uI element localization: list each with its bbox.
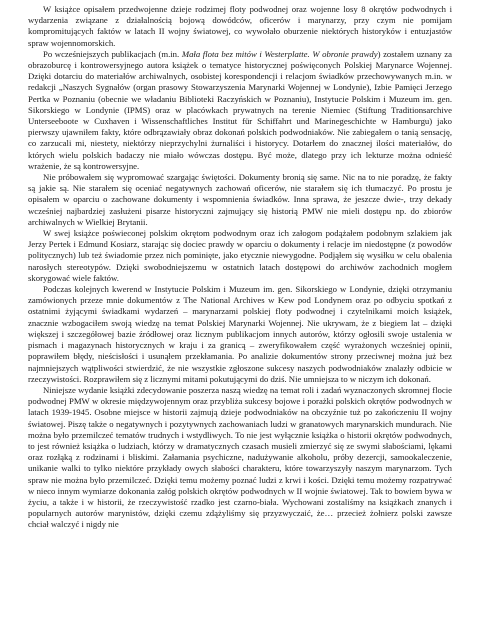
book-titles: Mała flota bez mitów i Westerplatte. W obronie prawdy <box>181 48 378 59</box>
paragraph-4: W swej książce poświeconej polskim okrętom podwodnym oraz ich załogom podążałem podobnym szlakiem jak Jerzy Pertek i Edmund Kosiarz, starając się dociec prawdy w oparciu o dokumenty i relacje im niedostępne (z powodów politycznych) lub też świadomie przez nich pominięte, jako etycznie niewygodne. Podjąłem się wysiłku w celu obalenia narosłych stereotypów. Dzięki swobodniejszemu w ostatnich latach dostępowi do archiwów zachodnich mogłem skorygować wiele faktów. <box>28 228 452 283</box>
paragraph-1: W książce opisałem przedwojenne dzieje rodzimej floty podwodnej oraz wojenne losy 8 okrętów podwodnych i wydarzenia związane z działalnością bojową dowódców, oficerów i marynarzy, przy czym nie pomijam kompromitujących faktów w latach II wojny światowej, co wywołało oburzenie niektórych historyków i entuzjastów spraw wojennomorskich. <box>28 4 452 48</box>
paragraph-6: Niniejsze wydanie książki zdecydowanie poszerza naszą wiedzę na temat roli i zadań wyznaczonych skromnej flocie podwodnej PMW w okresie międzywojennym oraz przybliża sukcesy bojowe i porażki polskich okrętów podwodnych w latach 1939-1945. Osobne miejsce w historii zajmują dzieje podwodniaków na obczyźnie tuż po zakończeniu II wojny światowej. Piszę także o negatywnych i pozytywnych zachowaniach ludzi w granatowych marynarskich mundurach. Nie można było przemilczeć tematów trudnych i wstydliwych. To nie jest wyłącznie książka o historii okrętów podwodnych, to jest również książka o ludziach, którzy w dramatycznych czasach musieli zmierzyć się ze swymi słabościami, lękami oraz rozłąką z rodzinami i bliskimi. Załamania psychiczne, nadużywanie alkoholu, próby dezercji, samookaleczenie, unikanie walki to tylko niektóre przykłady owych słabości charakteru, które towarzyszyły naszym marynarzom. Tych spraw nie można było przemilczeć. Dzięki temu możemy poznać ludzi z krwi i kości. Dzięki temu możemy rozpatrywać w nieco innym wymiarze dokonania załóg polskich okrętów podwodnych w II wojnie światowej. Tak to bowiem bywa w życiu, a także i w historii, że rzeczywistość rzadko jest czarno-biała. Wychowani zostaliśmy na książkach znanych i popularnych autorów marynistów, dzięki czemu zdążyliśmy się przyzwyczaić, że… przecież żołnierz polski zawsze chciał walczyć i nigdy nie <box>28 384 452 530</box>
paragraph-2 <box>28 49 452 172</box>
paragraph-3: Nie próbowałem się wypromować szargając świętości. Dokumenty bronią się same. Nic na to nie poradzę, że fakty są jakie są. Nie starałem się oceniać negatywnych zachowań oficerów, nie starałem się ich tłumaczyć. Po prostu je opisałem w oparciu o zachowane dokumenty i wspomnienia świadków. Inna sprawa, że jeszcze dwie-, trzy dekady wcześniej najbardziej zasłużeni pisarze historyczni zajmujący się historią PMW nie mieli dostępu np. do zbiorów archiwalnych w Wielkiej Brytanii. <box>28 172 452 227</box>
paragraph-5: Podczas kolejnych kwerend w Instytucie Polskim i Muzeum im. gen. Sikorskiego w Londynie, dzięki otrzymaniu zamówionych przeze mnie dokumentów z The National Archives w Kew pod Londynem oraz po odbyciu spotkań z ostatnimi żyjącymi świadkami wydarzeń – marynarzami polskiej floty podwodnej i czytelnikami moich książek, znacznie wzbogaciłem swoją wiedzę na temat Polskiej Marynarki Wojennej. Nie ukrywam, że z biegiem lat – dzięki większej i szczegółowej bazie źródłowej oraz licznym publikacjom innych autorów, którzy ogłosili swoje ustalenia w pismach i magazynach historycznych w kraju i za granicą – zweryfikowałem część wyrażonych wcześniej opinii, poprawiłem błędy, nieścisłości i usunąłem przekłamania. Po analizie dokumentów strony przeciwnej można już bez najmniejszych wątpliwości stwierdzić, że nie wszystkie zgłoszone sukcesy naszych podwodniaków znalazły odbicie w rzeczywistości. Rozprawiłem się z licznymi mitami pokutującymi do dziś. Nie umniejsza to w niczym ich dokonań. <box>28 284 452 384</box>
document-page <box>28 4 452 618</box>
paragraph-2-body: ) zostałem uznany za obrazoburcę i kontrowersyjnego autora książek o tematyce historycznej poświęconych Polskiej Marynarce Wojennej. Dzięki dotarciu do materiałów archiwalnych, osobistej korespondencji i relacjom świadków przechowywanych m.in. w redakcji „Naszych Sygnałów (organ prasowy Stowarzyszenia Marynarki Wojennej w Londynie), Izbie Pamięci Jerzego Pertka w Poznaniu (obecnie we władaniu Biblioteki Raczyńskich w Poznaniu), Instytucie Polskim i Muzeum im. gen. Sikorskiego w Londynie (IPMS) oraz w placówkach prywatnych na terenie Niemiec (Stiftung Traditionsarchive Unterseeboote w Cuxhaven i Wissenschaftliches Institut für Schiffahrt und Marinegeschichte w Hamburgu) jako pierwszy ujawniłem fakty, które odbrązawiały obraz dokonań polskich podwodniaków. Nie zabiegałem o tanią sensację, co zarzucali mi, niestety, niektórzy nieprzychylni żurnaliści i historycy. Dotarłem do znacznej ilości materiałów, do których wielu polskich badaczy nie miało wówczas dostępu. Być może, dlatego przy ich lekturze można odnieść wrażenie, że są kontrowersyjne. <box>28 48 452 171</box>
paragraph-2-lead: Po wcześniejszych publikacjach (m.in. <box>43 48 182 59</box>
